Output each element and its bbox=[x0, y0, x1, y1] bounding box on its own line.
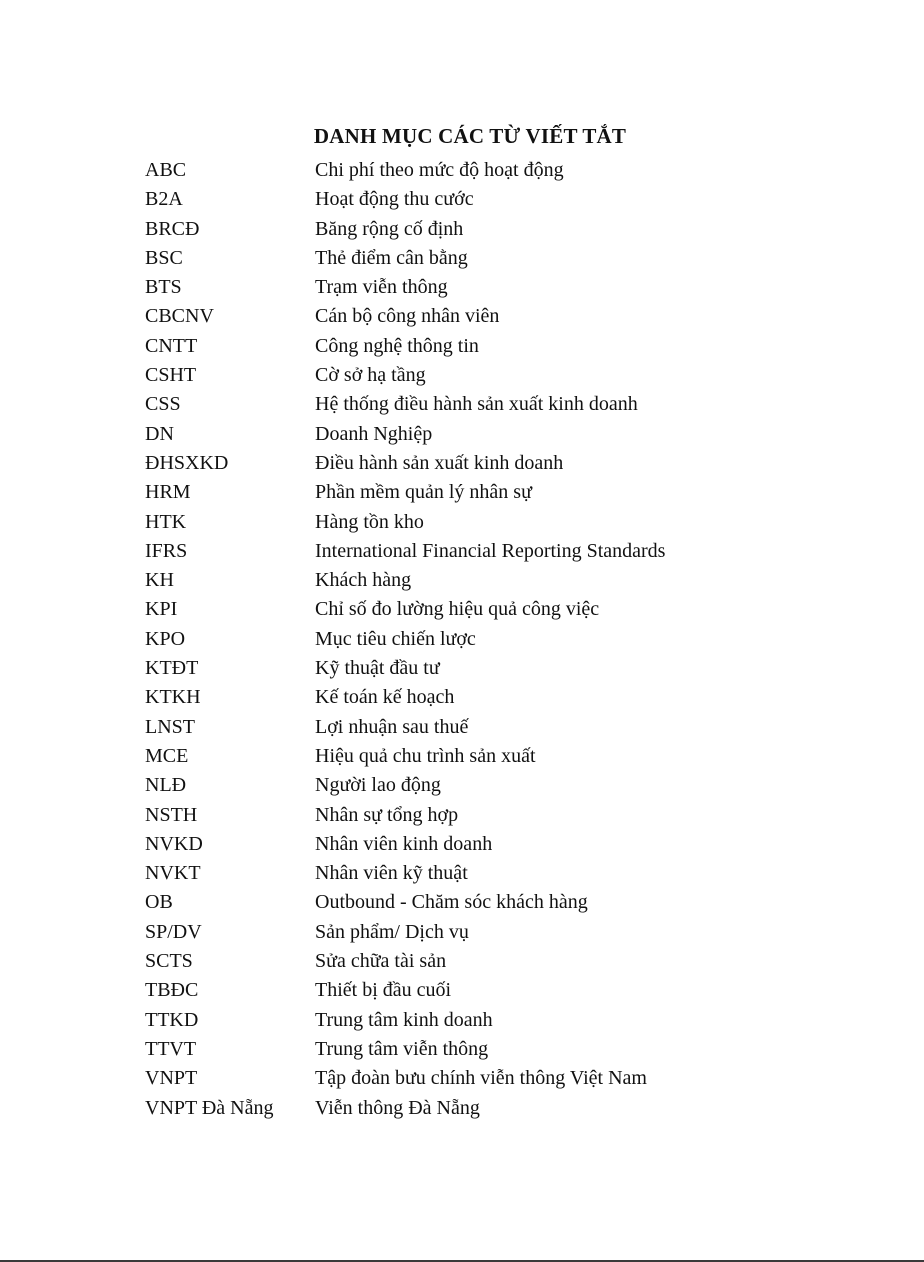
abbreviation-row bbox=[145, 393, 904, 422]
abbreviation-term: CSS bbox=[145, 393, 181, 416]
abbreviation-meaning: Băng rộng cố định bbox=[315, 217, 464, 240]
abbreviation-meaning: Người lao động bbox=[315, 774, 441, 797]
abbreviation-meaning: Cờ sở hạ tầng bbox=[315, 364, 426, 387]
abbreviation-term: TTVT bbox=[145, 1037, 197, 1060]
abbreviation-row bbox=[145, 774, 904, 803]
abbreviation-meaning: Lợi nhuận sau thuế bbox=[315, 715, 469, 738]
abbreviation-row bbox=[145, 540, 904, 569]
abbreviation-row bbox=[145, 950, 904, 979]
abbreviation-meaning: Hàng tồn kho bbox=[315, 510, 424, 533]
abbreviation-meaning: Trung tâm viễn thông bbox=[315, 1037, 489, 1060]
abbreviation-row bbox=[145, 657, 904, 686]
abbreviation-row bbox=[145, 921, 904, 950]
abbreviation-term: BTS bbox=[145, 276, 182, 299]
abbreviation-term: VNPT bbox=[145, 1067, 198, 1090]
abbreviation-row bbox=[145, 511, 904, 540]
abbreviation-meaning: Kỹ thuật đầu tư bbox=[315, 657, 440, 680]
abbreviation-row bbox=[145, 628, 904, 657]
abbreviation-row bbox=[145, 1038, 904, 1067]
abbreviation-meaning: Phần mềm quản lý nhân sự bbox=[315, 481, 532, 504]
abbreviation-term: VNPT Đà Nẵng bbox=[145, 1096, 274, 1119]
abbreviation-row bbox=[145, 686, 904, 715]
abbreviation-row bbox=[145, 862, 904, 891]
abbreviation-term: CSHT bbox=[145, 364, 197, 387]
abbreviation-term: B2A bbox=[145, 188, 183, 211]
abbreviation-row bbox=[145, 218, 904, 247]
abbreviation-row bbox=[145, 305, 904, 334]
abbreviation-term: BSC bbox=[145, 246, 183, 269]
abbreviation-row bbox=[145, 891, 904, 920]
abbreviation-row bbox=[145, 452, 904, 481]
abbreviation-term: NVKT bbox=[145, 862, 201, 885]
abbreviation-term: ABC bbox=[145, 159, 187, 181]
abbreviation-term: KH bbox=[145, 569, 174, 592]
abbreviation-meaning: Công nghệ thông tin bbox=[315, 334, 479, 357]
abbreviation-row bbox=[145, 598, 904, 627]
abbreviation-meaning: Tập đoàn bưu chính viễn thông Việt Nam bbox=[315, 1067, 647, 1090]
abbreviation-meaning: Nhân viên kỹ thuật bbox=[315, 862, 468, 885]
abbreviation-term: TBĐC bbox=[145, 979, 199, 1002]
abbreviation-term: OB bbox=[145, 891, 173, 914]
abbreviation-term: KPI bbox=[145, 598, 178, 621]
abbreviation-row bbox=[145, 569, 904, 598]
page-title: DANH MỤC CÁC TỪ VIẾT TẮT bbox=[313, 124, 627, 148]
abbreviation-row bbox=[145, 1067, 904, 1096]
abbreviation-term: CNTT bbox=[145, 334, 198, 357]
abbreviation-term: NSTH bbox=[145, 803, 198, 826]
abbreviation-meaning: Sửa chữa tài sản bbox=[315, 950, 447, 973]
abbreviation-row bbox=[145, 364, 904, 393]
abbreviation-row bbox=[145, 833, 904, 862]
abbreviation-meaning: Outbound - Chăm sóc khách hàng bbox=[315, 891, 588, 914]
abbreviation-term: NVKD bbox=[145, 832, 203, 855]
abbreviation-term: MCE bbox=[145, 744, 189, 767]
abbreviation-meaning: Nhân viên kinh doanh bbox=[315, 832, 493, 855]
abbreviation-meaning: Điều hành sản xuất kinh doanh bbox=[315, 451, 564, 474]
abbreviation-meaning: Cán bộ công nhân viên bbox=[315, 305, 500, 328]
abbreviation-meaning: Doanh Nghiệp bbox=[315, 422, 433, 445]
abbreviation-row bbox=[145, 804, 904, 833]
abbreviation-term: HRM bbox=[145, 481, 191, 504]
abbreviation-meaning: Chi phí theo mức độ hoạt động bbox=[315, 159, 564, 181]
abbreviation-meaning: Hoạt động thu cước bbox=[315, 188, 474, 211]
abbreviation-term: KTKH bbox=[145, 686, 201, 709]
abbreviation-term: TTKD bbox=[145, 1008, 199, 1031]
abbreviation-term: BRCĐ bbox=[145, 217, 200, 240]
abbreviation-meaning: Chỉ số đo lường hiệu quả công việc bbox=[315, 598, 600, 621]
abbreviation-row bbox=[145, 745, 904, 774]
abbreviation-row bbox=[145, 188, 904, 217]
abbreviation-meaning: Trung tâm kinh doanh bbox=[315, 1008, 493, 1031]
abbreviation-term: ĐHSXKD bbox=[145, 451, 229, 474]
abbreviation-term: CBCNV bbox=[145, 305, 214, 328]
abbreviation-meaning: Viễn thông Đà Nẵng bbox=[315, 1096, 480, 1119]
abbreviation-meaning: Kế toán kế hoạch bbox=[315, 686, 455, 709]
abbreviation-term: KPO bbox=[145, 627, 186, 650]
abbreviation-row bbox=[145, 1009, 904, 1038]
abbreviation-meaning: Hệ thống điều hành sản xuất kinh doanh bbox=[315, 393, 638, 416]
abbreviation-row bbox=[145, 159, 904, 188]
abbreviation-list bbox=[145, 159, 904, 1126]
abbreviation-term: IFRS bbox=[145, 539, 188, 562]
abbreviation-row bbox=[145, 979, 904, 1008]
abbreviation-term: NLĐ bbox=[145, 774, 187, 797]
abbreviation-row bbox=[145, 276, 904, 305]
abbreviation-meaning: Hiệu quả chu trình sản xuất bbox=[315, 744, 536, 767]
abbreviation-term: KTĐT bbox=[145, 657, 199, 680]
abbreviation-row bbox=[145, 716, 904, 745]
abbreviation-term: DN bbox=[145, 422, 174, 445]
abbreviation-row bbox=[145, 247, 904, 276]
abbreviation-row bbox=[145, 481, 904, 510]
abbreviation-meaning: Thiết bị đầu cuối bbox=[315, 979, 452, 1002]
abbreviation-meaning: Sản phẩm/ Dịch vụ bbox=[315, 920, 469, 943]
abbreviation-term: SCTS bbox=[145, 950, 193, 973]
abbreviation-meaning: Nhân sự tổng hợp bbox=[315, 803, 459, 826]
abbreviation-row bbox=[145, 423, 904, 452]
abbreviation-meaning: Thẻ điểm cân bằng bbox=[315, 246, 468, 269]
abbreviation-row bbox=[145, 335, 904, 364]
abbreviation-term: HTK bbox=[145, 510, 187, 533]
abbreviation-term: SP/DV bbox=[145, 920, 202, 943]
abbreviation-meaning: International Financial Reporting Standards bbox=[315, 539, 666, 562]
abbreviation-meaning: Trạm viễn thông bbox=[315, 276, 448, 299]
abbreviation-term: LNST bbox=[145, 715, 195, 738]
abbreviation-row bbox=[145, 1097, 904, 1126]
abbreviation-meaning: Mục tiêu chiến lược bbox=[315, 627, 476, 650]
abbreviation-meaning: Khách hàng bbox=[315, 569, 412, 592]
